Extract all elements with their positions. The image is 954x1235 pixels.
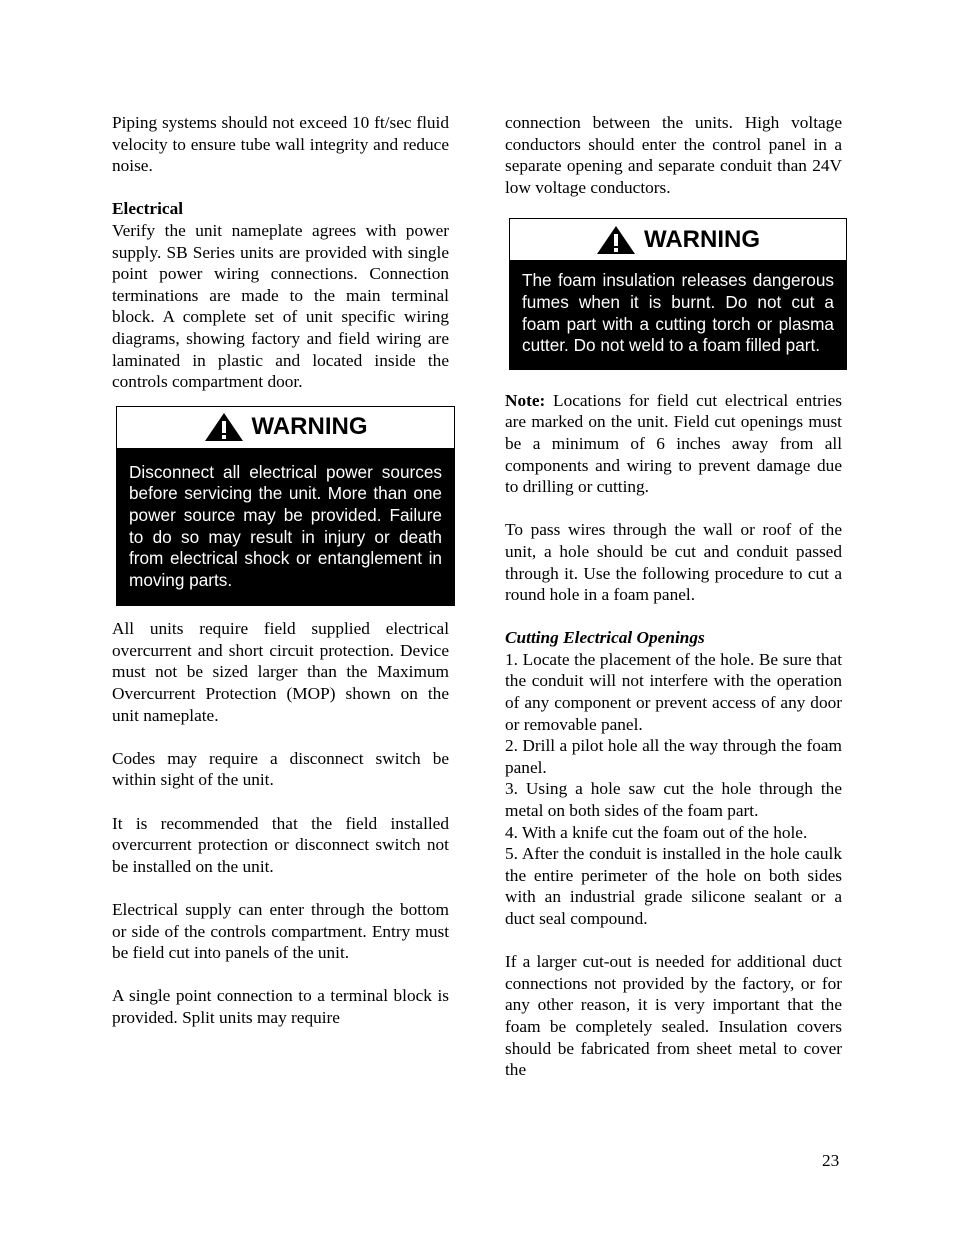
connection-paragraph: connection between the units. High voltage conductors should enter the control panel in a separate opening and separate conduit than 24V low voltage conductors. bbox=[505, 113, 842, 197]
recommendation-paragraph: It is recommended that the field installed overcurrent protection or disconnect switch not be installed on the unit. bbox=[112, 813, 449, 876]
piping-paragraph: Piping systems should not exceed 10 ft/sec fluid velocity to ensure tube wall integrity and reduce noise. bbox=[112, 113, 449, 176]
warning-header bbox=[510, 219, 846, 260]
warning-header bbox=[117, 407, 454, 448]
cutting-openings-heading: Cutting Electrical Openings bbox=[505, 628, 705, 648]
step-item: 3. Using a hole saw cut the hole through the metal on both sides of the foam part. bbox=[505, 779, 842, 821]
step-item: 2. Drill a pilot hole all the way through the foam panel. bbox=[505, 736, 842, 777]
single-point-paragraph: A single point connection to a terminal block is provided. Split units may require bbox=[112, 986, 449, 1027]
left-column bbox=[112, 112, 449, 1029]
pass-wires-paragraph: To pass wires through the wall or roof of the unit, a hole should be cut and conduit passed through it. Use the following procedure to cut a round hole in a foam panel. bbox=[505, 520, 842, 605]
step-item: 5. After the conduit is installed in the hole caulk the entire perimeter of the hole on both sides with an industrial grade silicone sealant or a duct seal compound. bbox=[505, 844, 842, 928]
larger-cutout-paragraph: If a larger cut-out is needed for additional duct connections not provided by the factory, or for any other reason, it is very important that the foam be completely sealed. Insulation covers should be fabricated from sheet metal to cover the bbox=[505, 952, 842, 1080]
step-item: 1. Locate the placement of the hole. Be sure that the conduit will not interfere with the operation of any component or prevent access of any door or removable panel. bbox=[505, 649, 842, 734]
warning-triangle-icon bbox=[204, 412, 244, 442]
step-item: 4. With a knife cut the foam out of the hole. bbox=[505, 822, 808, 842]
nameplate-paragraph: Verify the unit nameplate agrees with power supply. SB Series units are provided with single point power wiring connections. Connection terminations are made to the main terminal block. A complete set of unit specific wiring diagrams, showing factory and field wiring are laminated in plastic and located inside the controls compartment door. bbox=[112, 220, 449, 392]
note-paragraph bbox=[505, 390, 842, 498]
right-column bbox=[505, 112, 842, 1081]
warning-title: WARNING bbox=[644, 226, 760, 254]
warning-triangle-icon bbox=[596, 225, 636, 255]
disconnect-switch-paragraph: Codes may require a disconnect switch be within sight of the unit. bbox=[112, 748, 449, 790]
supply-entry-paragraph: Electrical supply can enter through the bottom or side of the controls compartment. Entry must be field cut into panels of the unit. bbox=[112, 900, 449, 963]
warning-text: The foam insulation releases dangerous fumes when it is burnt. Do not cut a foam part with a cutting torch or plasma cutter. Do not weld to a foam filled part. bbox=[510, 260, 846, 368]
electrical-heading: Electrical bbox=[112, 199, 184, 219]
foam-warning-box bbox=[509, 218, 847, 369]
warning-title: WARNING bbox=[251, 413, 368, 441]
note-label: Note: bbox=[505, 390, 546, 410]
overcurrent-paragraph: All units require field supplied electrical overcurrent and short circuit protection. Device must not be sized larger than the Maximum Overcurrent Protection (MOP) shown on the unit nameplate. bbox=[112, 619, 449, 725]
note-text: Locations for field cut electrical entries are marked on the unit. Field cut openings must be a minimum of 6 inches away from all components and wiring to prevent damage due to drilling or cutting. bbox=[505, 390, 842, 497]
warning-text: Disconnect all electrical power sources before servicing the unit. More than one power source may be provided. Failure to do so may result in injury or death from electrical shock or entanglement in moving parts. bbox=[117, 448, 454, 606]
page-number: 23 bbox=[822, 1151, 840, 1170]
power-warning-box bbox=[116, 406, 455, 607]
